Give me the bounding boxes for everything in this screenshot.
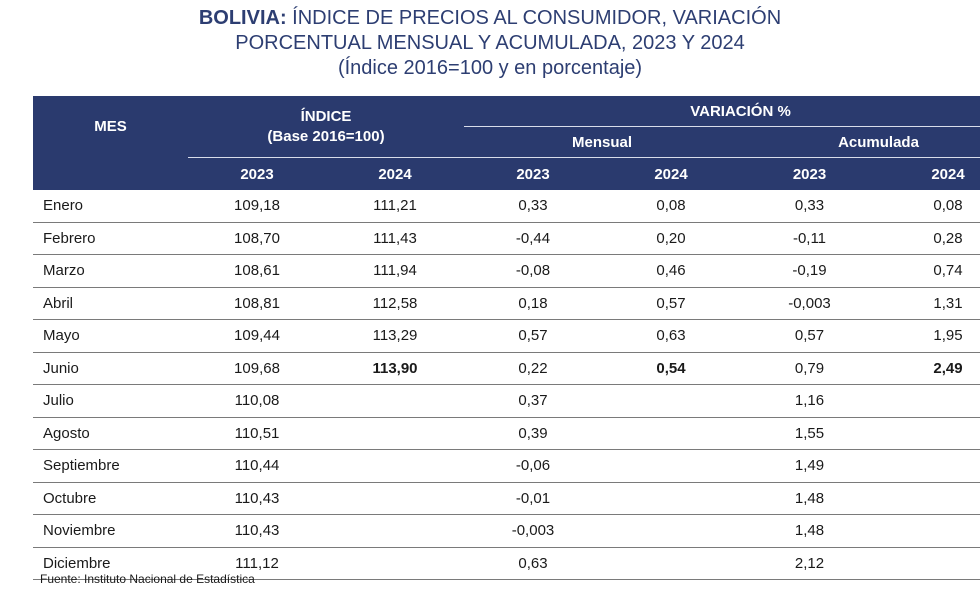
cell-acu2023: 0,57	[740, 320, 879, 353]
cell-idx2023: 110,51	[188, 417, 326, 450]
cell-men2023: 0,33	[464, 190, 602, 222]
cell-idx2024: 111,94	[326, 255, 464, 288]
cell-acu2024: 1,31	[879, 287, 980, 320]
cell-idx2023: 110,08	[188, 385, 326, 418]
table-row	[33, 320, 980, 353]
cell-idx2023: 108,61	[188, 255, 326, 288]
cell-acu2024: 0,28	[879, 222, 980, 255]
cell-men2023: 0,63	[464, 547, 602, 580]
cell-acu2023: 1,48	[740, 482, 879, 515]
cell-mes: Enero	[33, 190, 188, 222]
cell-acu2024: 0,08	[879, 190, 980, 222]
table-row	[33, 417, 980, 450]
cell-idx2023: 109,68	[188, 352, 326, 385]
cell-idx2024: 113,90	[326, 352, 464, 385]
cell-idx2023: 108,70	[188, 222, 326, 255]
cell-acu2023: 0,79	[740, 352, 879, 385]
header-variacion: VARIACIÓN %	[464, 96, 980, 127]
cell-men2024	[602, 417, 740, 450]
cell-acu2024: 2,49	[879, 352, 980, 385]
cell-acu2023: 1,49	[740, 450, 879, 483]
header-year: 2024	[602, 158, 740, 191]
cell-men2024	[602, 482, 740, 515]
cell-acu2023: 0,33	[740, 190, 879, 222]
cell-acu2024	[879, 547, 980, 580]
cell-idx2024	[326, 417, 464, 450]
cell-idx2023: 109,44	[188, 320, 326, 353]
header-empty	[33, 158, 188, 191]
table-row	[33, 482, 980, 515]
cell-men2024	[602, 450, 740, 483]
cell-acu2024: 0,74	[879, 255, 980, 288]
cell-acu2023: 1,55	[740, 417, 879, 450]
cell-men2024: 0,46	[602, 255, 740, 288]
cell-men2024: 0,08	[602, 190, 740, 222]
cell-mes: Septiembre	[33, 450, 188, 483]
cell-men2024	[602, 385, 740, 418]
header-year: 2023	[464, 158, 602, 191]
title-country: BOLIVIA:	[198, 7, 287, 29]
cpi-table	[33, 96, 980, 580]
cell-idx2024: 111,21	[326, 190, 464, 222]
cell-men2023: 0,57	[464, 320, 602, 353]
cell-idx2024	[326, 450, 464, 483]
cell-mes: Noviembre	[33, 515, 188, 548]
cell-acu2024	[879, 385, 980, 418]
cell-acu2024	[879, 417, 980, 450]
cell-men2024: 0,63	[602, 320, 740, 353]
cell-mes: Abril	[33, 287, 188, 320]
cell-men2024	[602, 547, 740, 580]
table-row	[33, 190, 980, 222]
cell-idx2023: 108,81	[188, 287, 326, 320]
cell-mes: Agosto	[33, 417, 188, 450]
cell-mes: Junio	[33, 352, 188, 385]
cell-acu2024	[879, 450, 980, 483]
cell-acu2023: -0,11	[740, 222, 879, 255]
cell-idx2023: 109,18	[188, 190, 326, 222]
cell-men2023: 0,39	[464, 417, 602, 450]
cell-men2024: 0,20	[602, 222, 740, 255]
cell-acu2023: -0,003	[740, 287, 879, 320]
cell-acu2023: -0,19	[740, 255, 879, 288]
cell-men2023: 0,37	[464, 385, 602, 418]
cell-acu2023: 1,16	[740, 385, 879, 418]
cell-idx2023: 110,43	[188, 515, 326, 548]
cell-acu2024: 1,95	[879, 320, 980, 353]
cell-mes: Marzo	[33, 255, 188, 288]
table-row	[33, 352, 980, 385]
table-row	[33, 287, 980, 320]
cell-mes: Mayo	[33, 320, 188, 353]
cell-idx2024	[326, 515, 464, 548]
cell-idx2023: 110,43	[188, 482, 326, 515]
cell-idx2024: 111,43	[326, 222, 464, 255]
cell-acu2024	[879, 515, 980, 548]
header-mes: MES	[33, 96, 188, 158]
cell-men2024	[602, 515, 740, 548]
cell-acu2023: 2,12	[740, 547, 879, 580]
cell-mes: Octubre	[33, 482, 188, 515]
cell-idx2024	[326, 547, 464, 580]
cell-men2023: 0,22	[464, 352, 602, 385]
cell-men2023: -0,44	[464, 222, 602, 255]
cell-idx2023: 110,44	[188, 450, 326, 483]
cell-mes: Diciembre	[33, 547, 188, 580]
table-row	[33, 450, 980, 483]
cell-men2023: 0,18	[464, 287, 602, 320]
title-line-1: ÍNDICE DE PRECIOS AL CONSUMIDOR, VARIACIÓN	[286, 7, 782, 29]
header-year: 2023	[188, 158, 326, 191]
table-title	[0, 6, 980, 81]
header-indice-base: (Base 2016=100)	[267, 127, 385, 145]
header-mensual: Mensual	[464, 127, 740, 158]
cell-acu2023: 1,48	[740, 515, 879, 548]
header-year: 2024	[879, 158, 980, 191]
cell-men2024: 0,57	[602, 287, 740, 320]
title-subtitle: (Índice 2016=100 y en porcentaje)	[337, 57, 643, 79]
header-indice	[188, 96, 464, 158]
title-line-2: PORCENTUAL MENSUAL Y ACUMULADA, 2023 Y 2024	[235, 32, 745, 54]
cell-men2023: -0,01	[464, 482, 602, 515]
table-header	[33, 96, 980, 190]
cell-idx2023: 111,12	[188, 547, 326, 580]
header-acumulada: Acumulada	[740, 127, 980, 158]
cell-men2023: -0,003	[464, 515, 602, 548]
header-year: 2023	[740, 158, 879, 191]
source-note: Fuente: Instituto Nacional de Estadística	[40, 572, 255, 586]
cell-idx2024	[326, 482, 464, 515]
cell-idx2024	[326, 385, 464, 418]
cell-mes: Febrero	[33, 222, 188, 255]
header-year: 2024	[326, 158, 464, 191]
cell-men2023: -0,08	[464, 255, 602, 288]
cell-men2023: -0,06	[464, 450, 602, 483]
table-row	[33, 222, 980, 255]
table-row	[33, 385, 980, 418]
cell-mes: Julio	[33, 385, 188, 418]
cell-acu2024	[879, 482, 980, 515]
cell-men2024: 0,54	[602, 352, 740, 385]
table-row	[33, 255, 980, 288]
cell-idx2024: 113,29	[326, 320, 464, 353]
cell-idx2024: 112,58	[326, 287, 464, 320]
table-row	[33, 515, 980, 548]
header-indice-label: ÍNDICE	[300, 107, 352, 125]
table-body	[33, 190, 980, 580]
